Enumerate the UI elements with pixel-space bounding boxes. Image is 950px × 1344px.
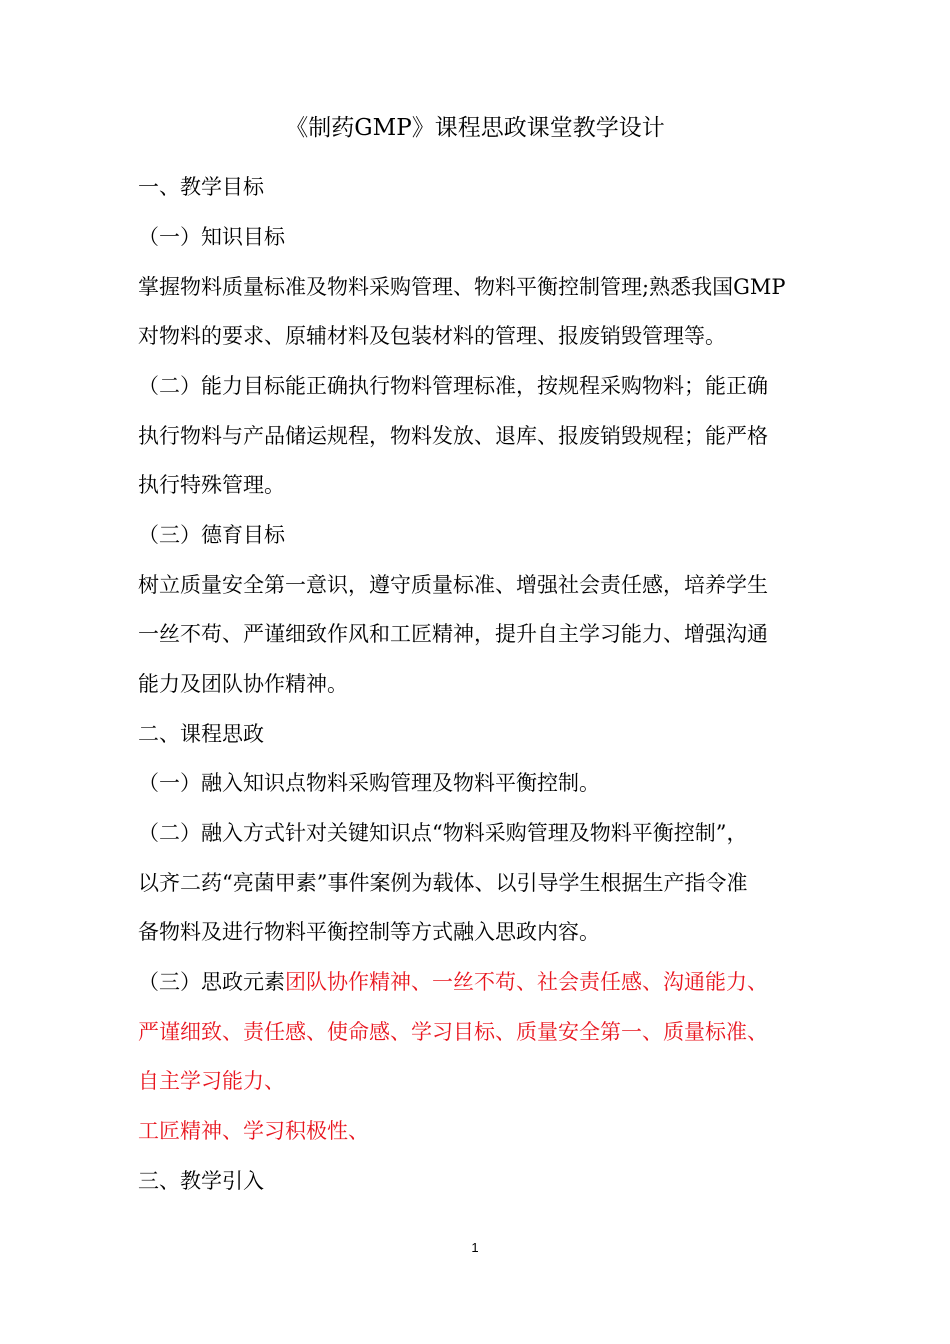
paragraph-line: 一丝不苟、严谨细致作风和工匠精神，提升自主学习能力、增强沟通 — [138, 622, 768, 646]
paragraph-line: 能力及团队协作精神。 — [138, 672, 348, 696]
paragraph-line: 掌握物料质量标准及物料采购管理、物料平衡控制管理;熟悉我国GMP — [138, 275, 786, 299]
ideology-elements-red-text: 严谨细致、责任感、使命感、学习目标、质量安全第一、质量标准、 — [138, 1020, 768, 1044]
section-heading-introduction: 三、教学引入 — [138, 1169, 264, 1193]
ideology-elements-label: （三）思政元素 — [138, 970, 285, 994]
paragraph-line: （二）融入方式针对关键知识点“物料采购管理及物料平衡控制”， — [138, 821, 748, 845]
page-number: 1 — [471, 1240, 479, 1255]
ideology-elements-red-text: 团队协作精神、一丝不苟、社会责任感、沟通能力、 — [285, 970, 768, 994]
section-heading-ideology: 二、课程思政 — [138, 722, 264, 746]
paragraph-line: 执行特殊管理。 — [138, 473, 285, 497]
paragraph-line: 对物料的要求、原辅材料及包装材料的管理、报废销毁管理等。 — [138, 324, 726, 348]
subheading-knowledge-goals: （一）知识目标 — [138, 225, 285, 249]
paragraph-line: 备物料及进行物料平衡控制等方式融入思政内容。 — [138, 920, 600, 944]
paragraph-line: 以齐二药“亮菌甲素”事件案例为载体、以引导学生根据生产指令准 — [138, 871, 748, 895]
section-heading-objectives: 一、教学目标 — [138, 175, 264, 199]
ideology-elements-line — [138, 962, 768, 1002]
paragraph-line: （二）能力目标能正确执行物料管理标准，按规程采购物料；能正确 — [138, 374, 768, 398]
paragraph-line: 树立质量安全第一意识，遵守质量标准、增强社会责任感，培养学生 — [138, 573, 768, 597]
ideology-elements-red-text: 工匠精神、学习积极性、 — [138, 1119, 369, 1143]
subheading-moral-goals: （三）德育目标 — [138, 523, 285, 547]
paragraph-line: 执行物料与产品储运规程，物料发放、退库、报废销毁规程；能严格 — [138, 424, 768, 448]
ideology-elements-red-text: 自主学习能力、 — [138, 1069, 285, 1093]
paragraph-line: （一）融入知识点物料采购管理及物料平衡控制。 — [138, 771, 600, 795]
document-title: 《制药GMP》课程思政课堂教学设计 — [285, 115, 665, 141]
